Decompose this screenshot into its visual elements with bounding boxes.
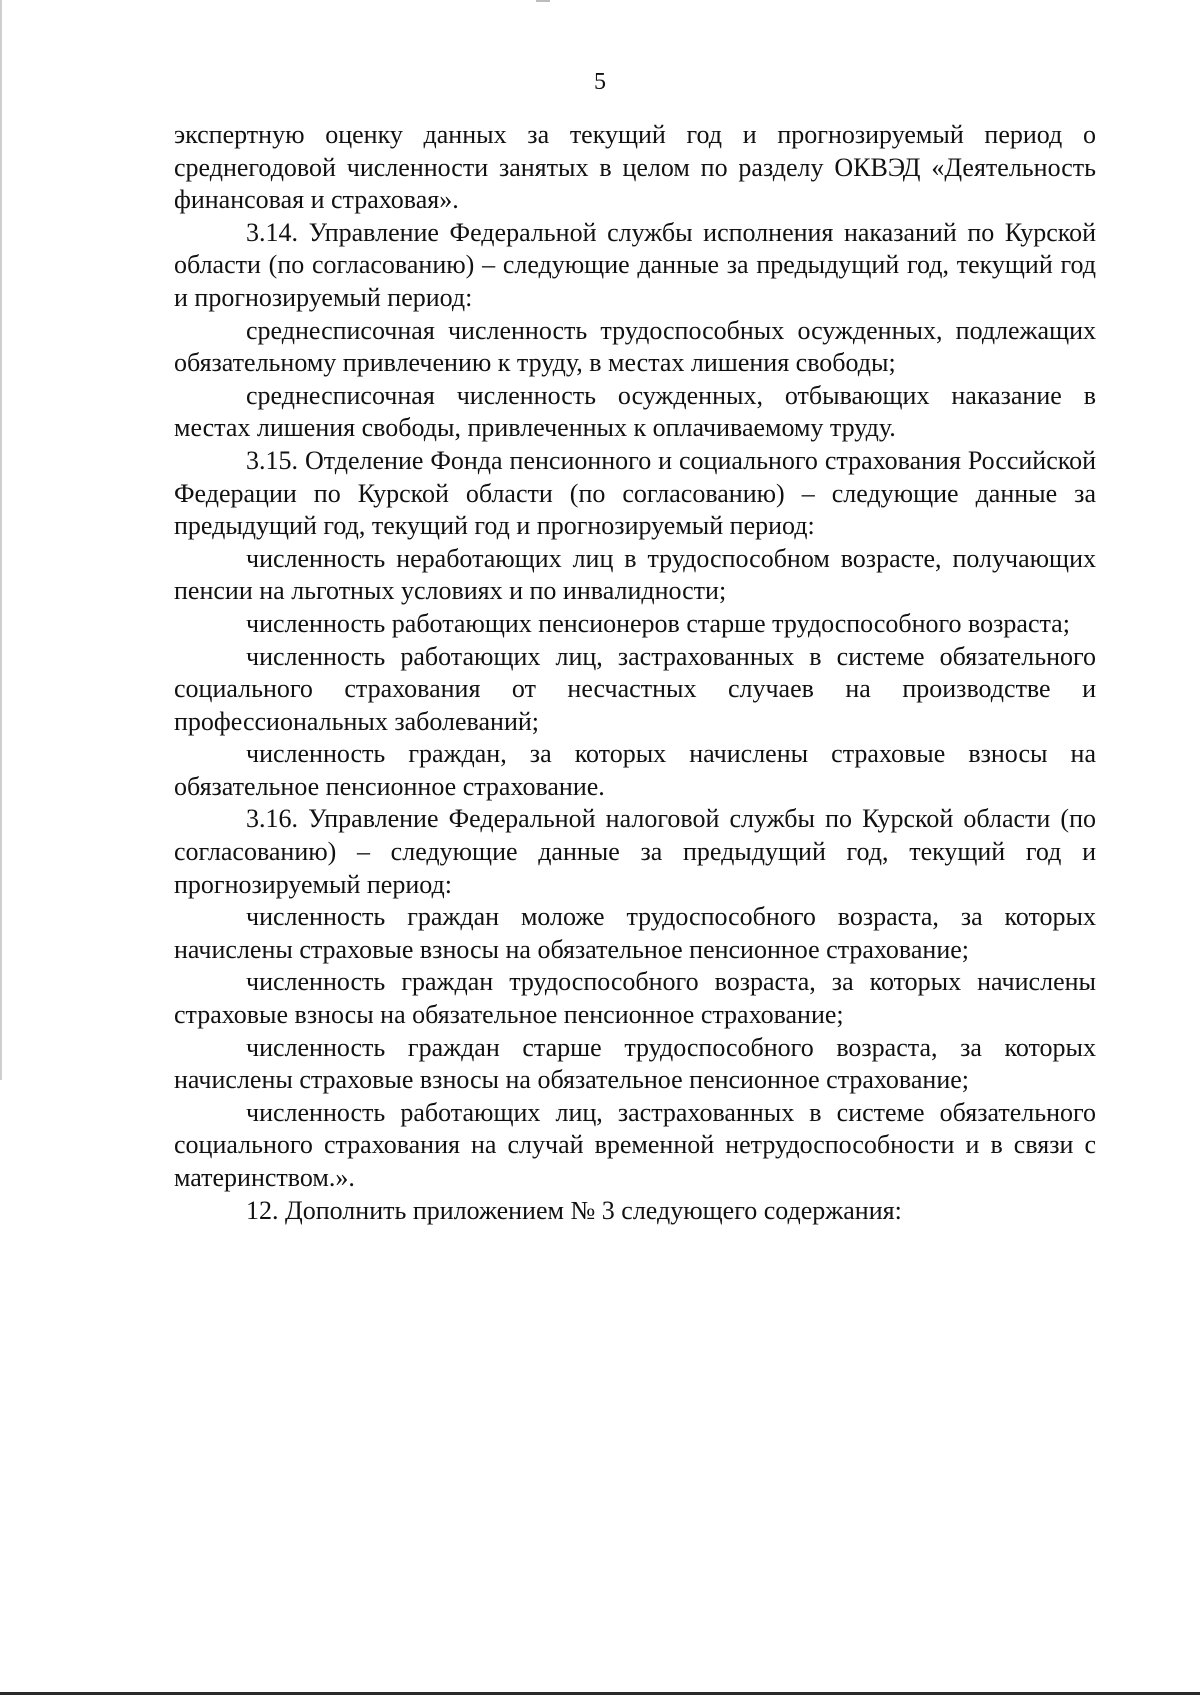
paragraph-2: 3.14. Управление Федеральной службы исполнения наказаний по Курской области (по согласованию) – следующие данные за предыдущий год, текущий год и прогнозируемый период: (174, 217, 1096, 312)
page-number: 5 (594, 69, 606, 95)
paragraph-10: 3.16. Управление Федеральной налоговой службы по Курской области (по согласованию) – следующие данные за предыдущий год, текущий год и прогнозируемый период: (174, 804, 1096, 899)
paragraph-7: численность работающих пенсионеров старше трудоспособного возраста; (246, 608, 1070, 638)
paragraph-3: среднесписочная численность трудоспособных осужденных, подлежащих обязательному привлечению к труду, в местах лишения свободы; (174, 315, 1096, 378)
scan-speck (536, 0, 550, 2)
document-body (174, 119, 1096, 1227)
paragraph-12: численность граждан трудоспособного возраста, за которых начислены страховые взносы на обязательное пенсионное страхование; (174, 967, 1096, 1030)
paragraph-8: численность работающих лиц, застрахованных в системе обязательного социального страхования от несчастных случаев на производстве и профессиональных заболеваний; (174, 641, 1096, 736)
paragraph-1: экспертную оценку данных за текущий год и прогнозируемый период о среднегодовой численности занятых в целом по разделу ОКВЭД «Деятельность финансовая и страховая». (174, 120, 1096, 215)
paragraph-11: численность граждан моложе трудоспособного возраста, за которых начислены страховые взносы на обязательное пенсионное страхование; (174, 902, 1096, 964)
paragraph-6: численность неработающих лиц в трудоспособном возрасте, получающих пенсии на льготных условиях и по инвалидности; (174, 543, 1096, 606)
paragraph-14: численность работающих лиц, застрахованных в системе обязательного социального страхования на случай временной нетрудоспособности и в связи с материнством.». (174, 1097, 1096, 1192)
scan-edge-bottom (0, 1692, 1200, 1695)
paragraph-4: среднесписочная численность осужденных, отбывающих наказание в местах лишения свободы, привлеченных к оплачиваемому труду. (174, 380, 1096, 443)
paragraph-15: 12. Дополнить приложением № 3 следующего содержания: (246, 1195, 902, 1225)
paragraph-5: 3.15. Отделение Фонда пенсионного и социального страхования Российской Федерации по Курской области (по согласованию) – следующие данные за предыдущий год, текущий год и прогнозируемый период: (174, 445, 1096, 541)
paragraph-9: численность граждан, за которых начислены страховые взносы на обязательное пенсионное страхование. (174, 739, 1096, 801)
scan-edge-left (0, 0, 2, 1080)
paragraph-13: численность граждан старше трудоспособного возраста, за которых начислены страховые взносы на обязательное пенсионное страхование; (174, 1032, 1096, 1095)
